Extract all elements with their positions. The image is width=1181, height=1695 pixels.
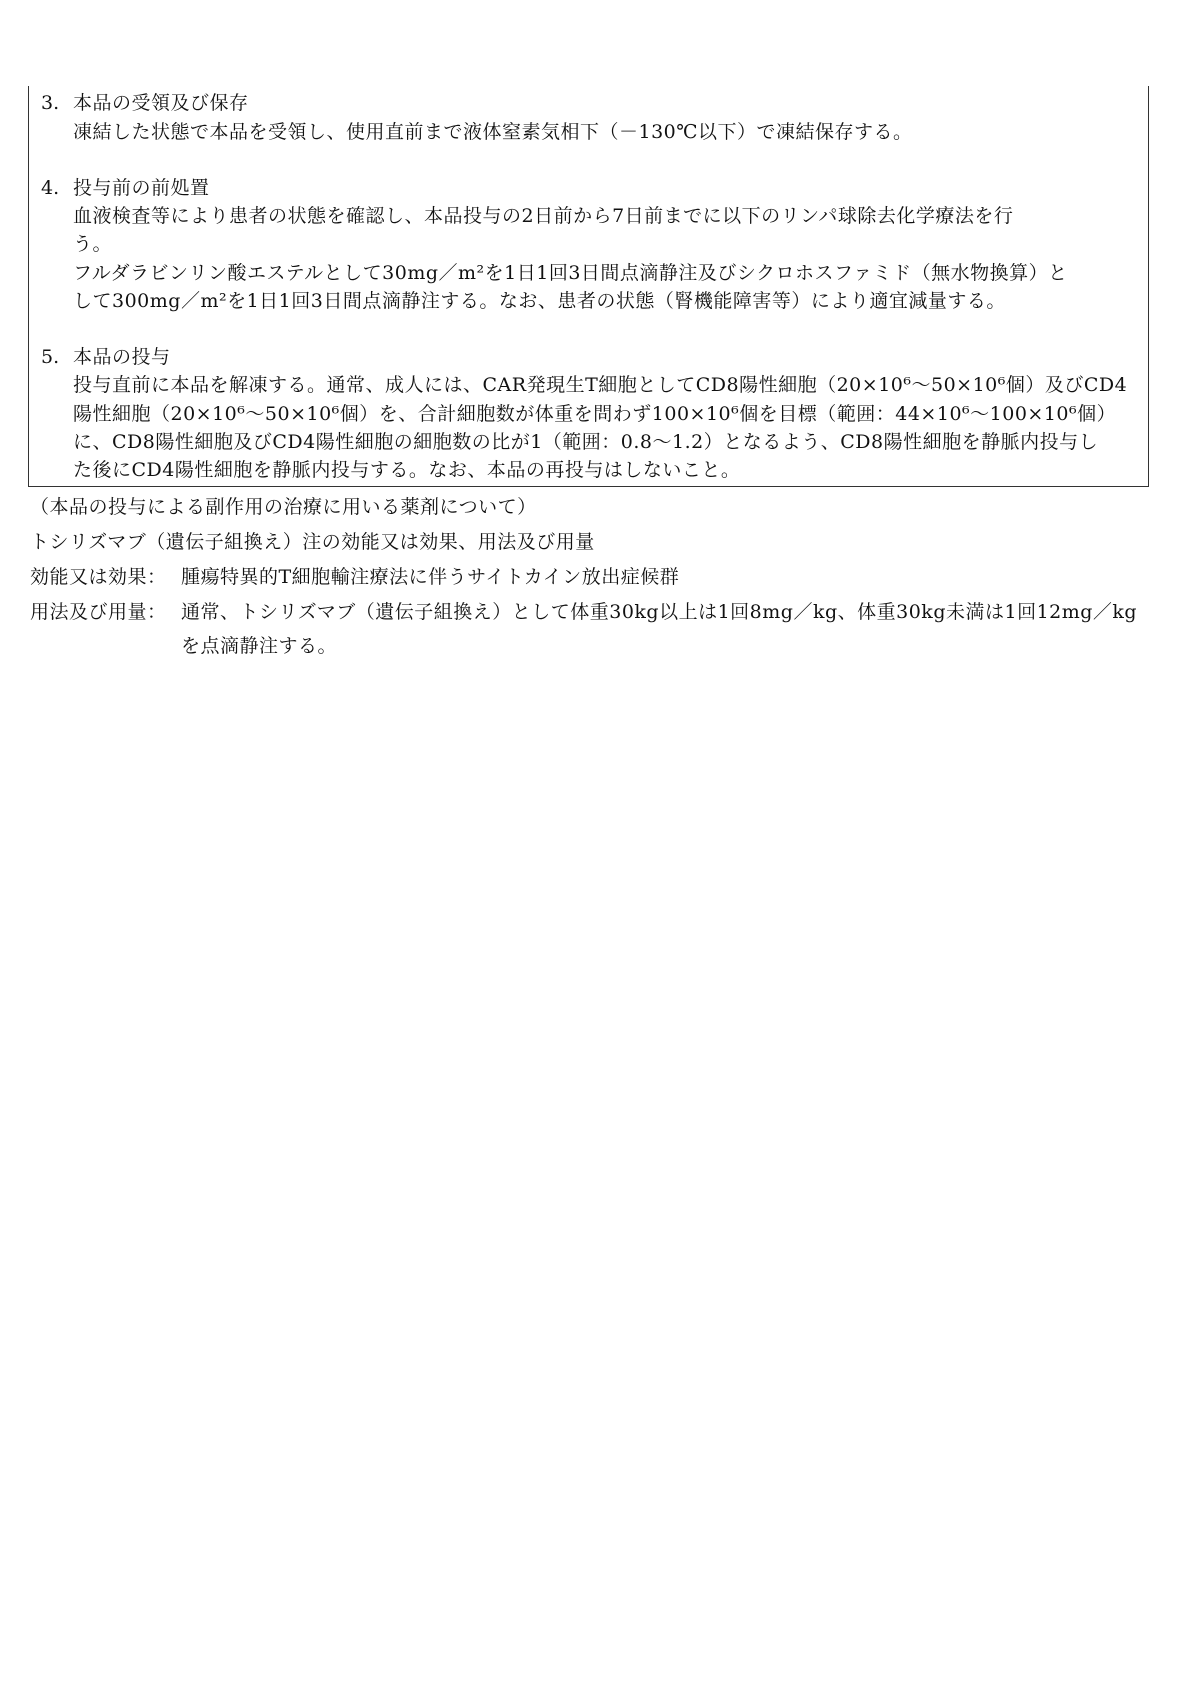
side-effect-note: （本品の投与による副作用の治療に用いる薬剤について） [30, 496, 537, 518]
efficacy-text: 腫瘍特異的T細胞輸注療法に伴うサイトカイン放出症候群 [181, 566, 680, 588]
section-5-number: 5. [41, 346, 60, 368]
section-3-number: 3. [41, 92, 60, 114]
efficacy-label: 効能又は効果： [30, 566, 167, 588]
dosage-label: 用法及び用量： [30, 601, 167, 623]
section-4-heading: 投与前の前処置 [73, 177, 210, 199]
section-3-heading: 本品の受領及び保存 [73, 92, 249, 114]
section-4-text: して300mg／m²を1日1回3日間点滴静注する。なお、患者の状態（腎機能障害等）により適宜減量する。 [73, 290, 1006, 312]
dosage-text: を点滴静注する。 [181, 635, 338, 657]
dosage-text: 通常、トシリズマブ（遺伝子組換え）として体重30kg以上は1回8mg／kg、体重30kg未満は1回12mg／kg [181, 601, 1138, 623]
section-5-text: に、CD8陽性細胞及びCD4陽性細胞の細胞数の比が1（範囲：0.8～1.2）となるよう、CD8陽性細胞を静脈内投与し [73, 431, 1099, 453]
section-4-number: 4. [41, 177, 60, 199]
drug-title: トシリズマブ（遺伝子組換え）注の効能又は効果、用法及び用量 [30, 531, 595, 553]
section-3-text: 凍結した状態で本品を受領し、使用直前まで液体窒素気相下（－130℃以下）で凍結保存する。 [73, 121, 913, 143]
section-4-text: 血液検査等により患者の状態を確認し、本品投与の2日前から7日前までに以下のリンパ球除去化学療法を行 [73, 205, 1014, 227]
section-5-text: 投与直前に本品を解凍する。通常、成人には、CAR発現生T細胞としてCD8陽性細胞（20×10⁶～50×10⁶個）及びCD4 [73, 374, 1128, 396]
section-5-heading: 本品の投与 [73, 346, 171, 368]
section-5-text: 陽性細胞（20×10⁶～50×10⁶個）を、合計細胞数が体重を問わず100×10⁶個を目標（範囲：44×10⁶～100×10⁶個） [73, 403, 1117, 425]
section-4-text: う。 [73, 233, 113, 255]
section-5-text: た後にCD4陽性細胞を静脈内投与する。なお、本品の再投与はしないこと。 [73, 459, 741, 481]
section-4-text: フルダラビンリン酸エステルとして30mg／m²を1日1回3日間点滴静注及びシクロホスファミド（無水物換算）と [73, 262, 1068, 284]
